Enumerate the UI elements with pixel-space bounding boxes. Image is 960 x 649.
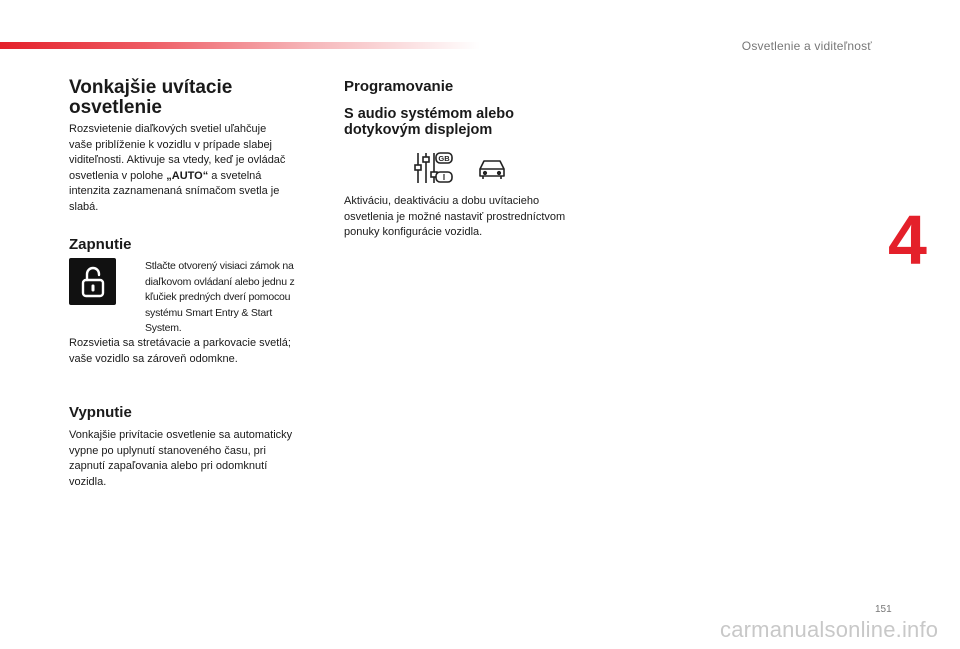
programovanie-line: Aktiváciu, deaktiváciu a dobu uvítacieho <box>344 195 540 207</box>
bullet-line: kľučiek predných dverí pomocou <box>145 291 291 303</box>
programovanie-paragraph <box>344 194 604 241</box>
page-number: 151 <box>875 604 892 615</box>
intro-line: intenzita zaznamenaná snímačom svetla je <box>69 185 280 197</box>
bullet-line: System. <box>145 322 182 334</box>
intro-paragraph <box>69 122 329 215</box>
settings-badge-gb: GB <box>438 154 450 163</box>
intro-line: osvetlenia v polohe <box>69 169 164 182</box>
result-line: vaše vozidlo sa zároveň odomkne. <box>69 352 238 365</box>
chapter-title: Osvetlenie a viditeľnosť <box>741 39 872 53</box>
settings-badge-i: I <box>442 173 446 182</box>
zapnutie-result-paragraph <box>69 336 329 367</box>
vypnutie-line: vozidla. <box>69 475 107 488</box>
programovanie-line: ponuky konfigurácie vozidla. <box>344 226 483 238</box>
chapter-number: 4 <box>888 201 927 279</box>
intro-line: Rozsvietenie diaľkových svetiel uľahčuje <box>69 123 267 135</box>
programovanie-heading: Programovanie <box>344 78 454 95</box>
result-line: Rozsvietia sa stretávacie a parkovacie svetlá; <box>69 337 291 349</box>
audio-system-subtitle <box>344 106 604 138</box>
menu-icons <box>414 150 514 190</box>
vypnutie-paragraph <box>69 428 329 490</box>
vypnutie-heading-wrap <box>69 404 132 421</box>
chapter-color-bar <box>0 42 480 49</box>
intro-line: a svetelná <box>208 169 262 182</box>
auto-keyword: „AUTO“ <box>166 169 209 182</box>
bullet-line: Stlačte otvorený visiaci zámok na <box>145 260 294 272</box>
subtitle-line: dotykovým displejom <box>344 122 493 138</box>
vypnutie-heading: Vypnutie <box>69 404 132 421</box>
bullet-line: diaľkovom ovládaní alebo jednu z <box>145 275 295 288</box>
subtitle-line: S audio systémom alebo <box>344 106 515 122</box>
zapnutie-bullet <box>127 259 317 337</box>
intro-line: viditeľnosti. Aktivuje sa vtedy, keď je ovládač <box>69 154 286 166</box>
left-column <box>69 78 319 118</box>
vypnutie-line: Vonkajšie privítacie osvetlenie sa automaticky <box>69 429 293 441</box>
section-title-welcome-lighting: Vonkajšie uvítacie osvetlenie <box>69 77 233 118</box>
unlocked-padlock-icon <box>69 258 116 305</box>
intro-line: vaše priblíženie k vozidlu v prípade slabej <box>69 138 273 151</box>
zapnutie-heading: Zapnutie <box>69 236 132 253</box>
watermark: carmanualsonline.info <box>720 617 939 642</box>
bullet-line: systému Smart Entry & Start <box>145 306 273 319</box>
programovanie-line: osvetlenia je možné nastaviť prostredníctvom <box>344 210 566 223</box>
intro-line: slabá. <box>69 200 99 213</box>
car-icon <box>480 161 504 179</box>
right-column <box>344 78 594 95</box>
zapnutie-heading-wrap <box>69 236 132 253</box>
vypnutie-line: vypne po uplynutí stanoveného času, pri <box>69 444 266 457</box>
vypnutie-line: zapnutí zapaľovania alebo pri odomknutí <box>69 460 268 472</box>
